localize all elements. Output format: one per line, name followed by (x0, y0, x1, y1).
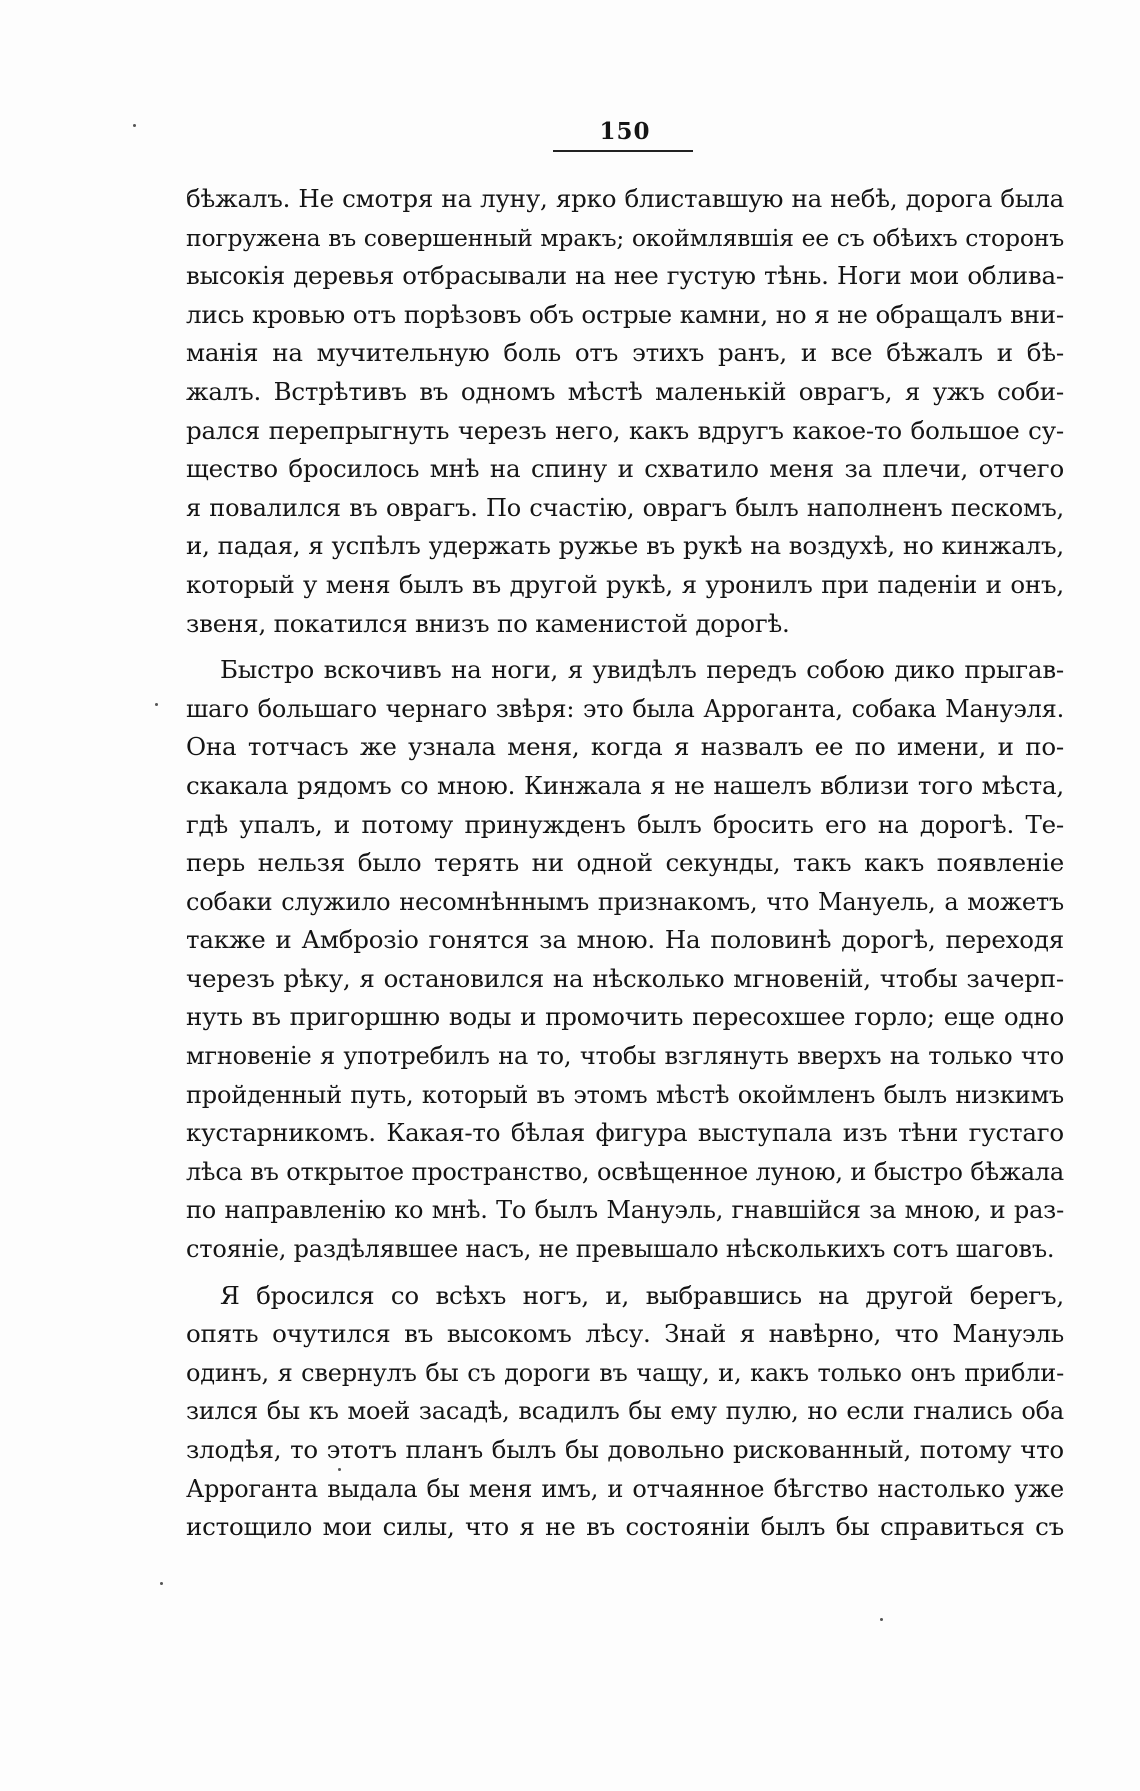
paragraph-gap (186, 643, 1064, 651)
text-line: Аррогантa выдала бы меня имъ, и отчаянное бѣгство настолько уже (186, 1474, 1064, 1503)
text-line: жалъ. Встрѣтивъ въ одномъ мѣстѣ маленькій оврагъ, я ужъ соби- (186, 376, 1064, 406)
text-line: я повалился въ оврагъ. По счастію, оврагъ былъ наполненъ пескомъ, (186, 493, 1064, 522)
text-line: опять очутился въ высокомъ лѣсу. Знай я навѣрно, что Мануэль (186, 1319, 1064, 1349)
scan-speck (133, 124, 136, 127)
text-line: по направленію ко мнѣ. То былъ Мануэль, гнавшійся за мною, и раз- (186, 1196, 1064, 1225)
text-line: стояніе, раздѣлявшее насъ, не превышало нѣсколькихъ сотъ шаговъ. (186, 1235, 1055, 1264)
paragraph (186, 180, 1064, 643)
text-line: манія на мучительную боль отъ этихъ ранъ, и все бѣжалъ и бѣ- (186, 338, 1064, 368)
text-line: кустарникомъ. Какая-то бѣлая фигура выступала изъ тѣни густаго (186, 1118, 1064, 1148)
paragraph (186, 1277, 1064, 1547)
text-line: также и Амброзіо гонятся за мною. На половинѣ дорогѣ, переходя (186, 925, 1064, 955)
text-line: рался перепрыгнуть черезъ него, какъ вдругъ какое-то большое су- (186, 415, 1064, 445)
text-line: пройденный путь, который въ этомъ мѣстѣ окоймленъ былъ низкимъ (186, 1080, 1064, 1109)
text-line: скакала рядомъ со мною. Кинжала я не нашелъ вблизи того мѣста, (186, 770, 1064, 800)
text-line: который у меня былъ въ другой рукѣ, я уронилъ при паденіи и онъ, (186, 569, 1064, 599)
text-line: мгновеніе я употребилъ на то, чтобы взглянуть вверхъ на только что (186, 1042, 1064, 1071)
text-line: шаго большаго чернаго звѣря: это была Аррогантa, собака Мануэля. (186, 694, 1064, 723)
text-line: нуть въ пригоршню воды и промочить пересохшее горло; еще одно (186, 1002, 1064, 1032)
text-line: высокія деревья отбрасывали на нее густую тѣнь. Ноги мои облива- (186, 261, 1064, 291)
paragraph-gap (186, 1269, 1064, 1277)
text-line: злодѣя, то этотъ планъ былъ бы довольно рискованный, потому что (186, 1435, 1064, 1464)
page-number: 150 (599, 118, 651, 145)
scan-speck (160, 1582, 163, 1585)
body-text (186, 180, 1064, 1547)
text-line: Я бросился со всѣхъ ногъ, и, выбравшись на другой берегъ, (220, 1280, 1064, 1310)
text-line: звеня, покатился внизъ по каменистой дорогѣ. (186, 608, 790, 638)
scan-speck (880, 1618, 883, 1621)
text-line: собаки служило несомнѣннымъ признакомъ, что Мануель, а можетъ (186, 887, 1064, 916)
text-line: истощило мои силы, что я не въ состояніи былъ бы справиться съ (186, 1512, 1064, 1542)
text-line: зился бы къ моей засадѣ, всадилъ бы ему пулю, но если гнались оба (186, 1397, 1064, 1426)
text-line: одинъ, я свернулъ бы съ дороги въ чащу, и, какъ только онъ прибли- (186, 1358, 1064, 1387)
text-line: Быстро вскочивъ на ноги, я увидѣлъ передъ собою дико прыгав- (220, 655, 1064, 685)
text-line: черезъ рѣку, я остановился на нѣсколько мгновеній, чтобы зачерп- (186, 963, 1064, 993)
text-line: бѣжалъ. Не смотря на луну, ярко блиставшую на небѣ, дорога была (186, 184, 1064, 213)
text-line: погружена въ совершенный мракъ; окоймлявшія ее съ обѣихъ сторонъ (186, 223, 1064, 252)
text-line: и, падая, я успѣлъ удержать ружье въ рукѣ на воздухѣ, но кинжалъ, (186, 531, 1064, 561)
text-line: лѣса въ открытое пространство, освѣщенное луною, и быстро бѣжала (186, 1157, 1064, 1186)
scan-speck (155, 703, 158, 706)
header-rule (553, 150, 693, 152)
text-line: перь нельзя было терять ни одной секунды, такъ какъ появленіе (186, 848, 1064, 878)
text-line: щество бросилось мнѣ на спину и схватило меня за плечи, отчего (186, 454, 1064, 484)
text-line: лись кровью отъ порѣзовъ объ острые камни, но я не обращалъ вни- (186, 299, 1064, 329)
text-line: гдѣ упалъ, и потому принужденъ былъ бросить его на дорогѣ. Те- (186, 809, 1064, 839)
paragraph (186, 651, 1064, 1269)
text-line: Она тотчасъ же узнала меня, когда я назвалъ ее по имени, и по- (186, 732, 1064, 762)
